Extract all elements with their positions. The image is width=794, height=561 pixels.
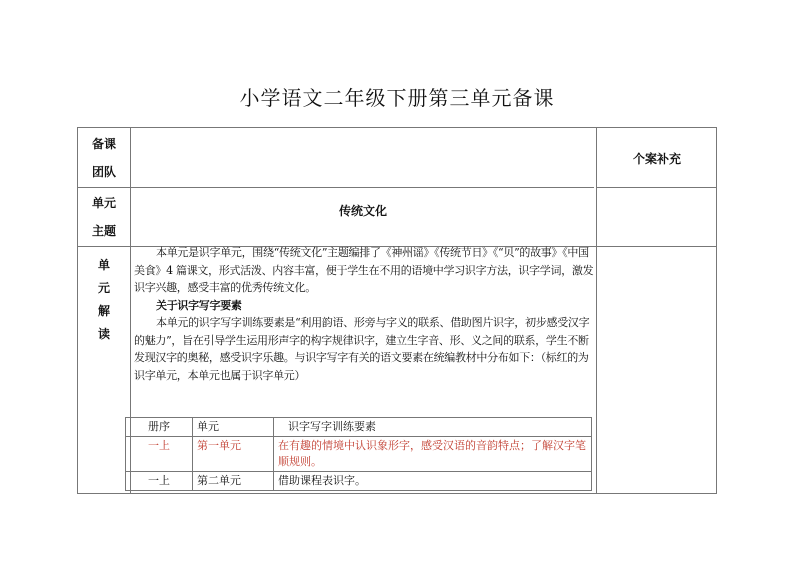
row-unit: 第一单元	[193, 437, 274, 472]
row-element: 借助课程表识字。	[274, 472, 592, 491]
table-header-row	[126, 418, 592, 437]
row-divider	[596, 187, 716, 188]
section-subtitle: 关于识字写字要素	[156, 298, 242, 312]
unit-theme-label: 单元 主题	[91, 196, 116, 238]
row-unit: 第二单元	[193, 472, 274, 491]
row-book: 一上	[126, 472, 193, 491]
element-paragraph: 本单元的识字写字训练要素是“利用韵语、形旁与字义的联系、借助图片识字，初步感受汉字的魅力”，旨在引导学生运用形声字的构字规律识字，建立生字音、形、义之间的联系，学生不断发现汉字的奥秘，感受识字乐趣。与识字写字有关的语文要素在统编教材中分布如下：（标红的为识字单元，本单元也属于识字单元）	[134, 316, 590, 382]
column-divider	[596, 128, 597, 493]
header-element: 识字写字训练要素	[274, 418, 592, 437]
header-unit: 单元	[193, 418, 274, 437]
unit-theme-value: 传统文化	[338, 204, 387, 218]
supplement-label: 个案补充	[632, 152, 681, 166]
unit-reading-content	[134, 244, 594, 384]
table-row	[126, 437, 592, 472]
page-title: 小学语文二年级下册第三单元备课	[239, 86, 555, 110]
header-book: 册序	[126, 418, 193, 437]
literacy-elements-table	[125, 417, 592, 491]
row-book: 一上	[126, 437, 193, 472]
lesson-plan-table	[77, 127, 717, 494]
intro-paragraph: 本单元是识字单元，围绕“传统文化”主题编排了《神州谣》《传统节日》《“贝”的故事》《中国美食》4 篇课文，形式活泼、内容丰富，便于学生在不用的语境中学习识字方法，识字学词，激发识字兴趣，感受丰富的优秀传统文化。	[134, 246, 594, 294]
unit-reading-label: 单 元 解 读	[97, 258, 110, 341]
row-element: 在有趣的情境中认识象形字，感受汉语的音韵特点；了解汉字笔顺规则。	[274, 437, 592, 472]
table-row	[126, 472, 592, 491]
team-label: 备课 团队	[91, 137, 116, 179]
row-divider	[78, 187, 594, 188]
